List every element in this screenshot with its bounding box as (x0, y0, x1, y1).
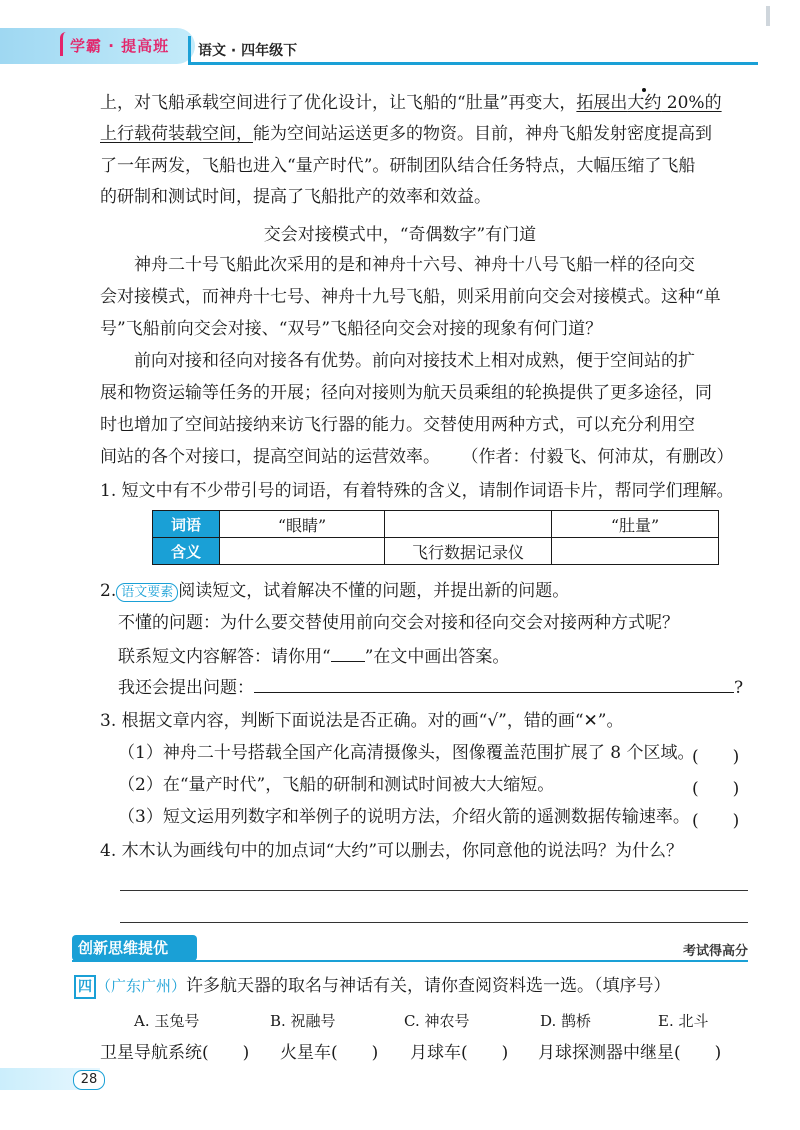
option-b: B. 祝融号 (270, 1012, 336, 1030)
fill-item[interactable]: 卫星导航系统( ) (100, 1043, 250, 1063)
underlined-sentence (576, 93, 721, 113)
header-separator (188, 36, 191, 62)
row-header-word: 词语 (153, 511, 220, 538)
judgment-paren[interactable]: ( ) (692, 747, 740, 767)
passage-line: 的研制和测试时间，提高了飞船批产的效率和效益。 (100, 187, 491, 207)
underlined-text: 上行载荷装载空间， (100, 124, 253, 144)
question-number: 2. (100, 581, 117, 601)
series-brand: 学霸 · 提高班 (70, 37, 170, 55)
row-header-meaning: 含义 (153, 538, 220, 565)
passage-line (100, 92, 750, 114)
table-cell: “肚量” (552, 511, 719, 538)
question-2-line (118, 646, 768, 668)
passage-text: 能为空间站运送更多的物资。目前，神舟飞船发射密度提高到 (253, 124, 712, 144)
judgment-paren[interactable]: ( ) (692, 779, 740, 799)
section-rule (72, 960, 748, 962)
page-header (0, 0, 800, 70)
table-cell: “眼睛” (220, 511, 385, 538)
option-a: A. 玉兔号 (134, 1012, 200, 1030)
table-cell: 飞行数据记录仪 (385, 538, 552, 565)
question-text: 许多航天器的取名与神话有关，请你查阅资料选一选。（填序号） (186, 976, 671, 996)
question-text: 我还会提出问题： (118, 678, 254, 698)
passage-line (100, 446, 750, 468)
table-row (153, 511, 719, 538)
fill-item[interactable]: 月球探测器中继星( ) (538, 1043, 722, 1063)
judgment-paren[interactable]: ( ) (692, 811, 740, 831)
option-c: C. 神农号 (404, 1012, 470, 1030)
passage-text: 上，对飞船承载空间进行了优化设计，让飞船的“肚量”再变大， (100, 93, 577, 113)
passage-line: 号”飞船前向交会对接、“双号”飞船径向交会对接的现象有何门道？ (100, 319, 603, 339)
option-e: E. 北斗 (658, 1012, 709, 1030)
statement-item: （1）神舟二十号搭载全国产化高清摄像头，图像覆盖范围扩展了 8 个区域。 (118, 743, 695, 763)
passage-line (100, 123, 750, 145)
section-title: 创新思维提优 (72, 935, 197, 961)
answer-line[interactable] (120, 890, 748, 891)
blank-line[interactable] (331, 661, 365, 662)
passage-line: 会对接模式，而神舟十七号、神舟十九号飞船，则采用前向交会对接模式。这种“单 (100, 287, 721, 307)
question-2 (100, 580, 750, 602)
passage-line: 前向对接和径向对接各有优势。前向对接技术上相对成熟，便于空间站的扩 (134, 351, 695, 371)
fill-item[interactable]: 月球车( ) (410, 1043, 509, 1063)
region-tag: （广东广州） (96, 977, 187, 995)
answer-blank[interactable] (254, 692, 734, 693)
option-d: D. 鹊桥 (540, 1012, 592, 1030)
passage-line: 展和物资运输等任务的开展；径向对接则为航天员乘组的轮换提供了更多途径，同 (100, 383, 712, 403)
underlined-text: 拓展出 (576, 93, 628, 113)
answer-cell[interactable] (552, 538, 719, 565)
question-1: 1. 短文中有不少带引号的词语，有着特殊的含义，请制作词语卡片，帮同学们理解。 (100, 481, 734, 501)
dotted-word (627, 93, 661, 113)
question-four (74, 975, 724, 999)
underlined-text: 20%的 (661, 93, 722, 113)
fill-item[interactable]: 火星车( ) (280, 1043, 379, 1063)
skill-tag: 语文要素 (116, 583, 178, 602)
statement-item: （2）在“量产时代”，飞船的研制和测试时间被大大缩短。 (118, 775, 555, 795)
question-2-line (118, 677, 768, 699)
question-text: 阅读短文，试着解决不懂的问题，并提出新的问题。 (178, 581, 570, 601)
question-text: ”在文中画出答案。 (364, 647, 510, 667)
question-number-box: 四 (74, 975, 96, 999)
passage-text: 间站的各个对接口，提高空间站的运营效率。 (100, 447, 440, 467)
page-edge-mark (766, 6, 770, 26)
answer-cell[interactable] (385, 511, 552, 538)
question-2-line: 不懂的问题：为什么要交替使用前向交会对接和径向交会对接两种方式呢？ (118, 613, 679, 633)
question-3: 3. 根据文章内容，判断下面说法是否正确。对的画“√”，错的画“✕”。 (100, 711, 624, 731)
passage-line: 神舟二十号飞船此次采用的是和神舟十六号、神舟十八号飞船一样的径向交 (134, 255, 695, 275)
question-4: 4. 木木认为画线句中的加点词“大约”可以删去，你同意他的说法吗？为什么？ (100, 841, 684, 861)
section-slogan: 考试得高分 (682, 944, 748, 959)
answer-line[interactable] (120, 922, 748, 923)
header-rule (188, 62, 758, 65)
section-subheading: 交会对接模式中，“奇偶数字”有门道 (263, 225, 537, 245)
passage-line: 了一年两发，飞船也进入“量产时代”。研制团队结合任务特点，大幅压缩了飞船 (100, 156, 696, 176)
answer-cell[interactable] (220, 538, 385, 565)
page-number: 28 (73, 1070, 105, 1090)
subject-label: 语文 · 四年级下 (198, 43, 298, 59)
statement-item: （3）短文运用列数字和举例子的说明方法，介绍火箭的遥测数据传输速率。 (118, 807, 690, 827)
author-credit: （作者：付毅飞、何沛苁，有删改） (470, 447, 734, 467)
question-text: 联系短文内容解答：请你用“ (118, 647, 331, 667)
dotted-word-text: 大约 (627, 93, 662, 113)
passage-line: 时也增加了空间站接纳来访飞行器的能力。交替使用两种方式，可以充分利用空 (100, 415, 695, 435)
word-card-table (152, 510, 719, 565)
table-row (153, 538, 719, 565)
question-mark: ? (734, 678, 744, 698)
